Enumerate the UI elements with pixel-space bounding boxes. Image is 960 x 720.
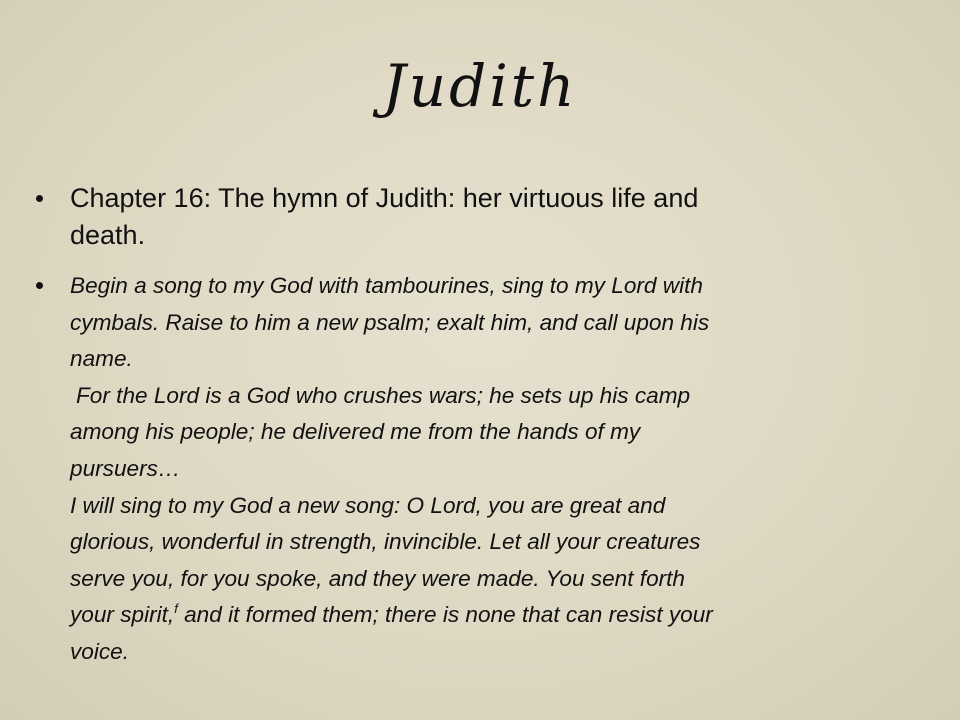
text-line: among his people; he delivered me from the hands of my <box>70 419 641 445</box>
text-line: serve you, for you spoke, and they were made. You sent forth <box>70 565 685 591</box>
slide-title: Judith <box>382 52 578 120</box>
text-line: pursuers… <box>70 455 181 481</box>
footnote-marker[interactable]: f <box>174 601 178 617</box>
text-line: voice. <box>70 638 130 664</box>
bullet-text <box>70 180 890 254</box>
text-line: death. <box>70 220 146 250</box>
text-line: name. <box>70 346 133 372</box>
text-line <box>70 597 912 634</box>
text-line: cymbals. Raise to him a new psalm; exalt him, and call upon his <box>70 309 710 335</box>
bullet-item-hymn <box>32 268 912 671</box>
text-line: glorious, wonderful in strength, invincible. Let all your creatures <box>70 529 701 555</box>
bullet-item-chapter <box>32 180 912 254</box>
text-segment: your spirit, <box>70 602 175 628</box>
text-line: Begin a song to my God with tambourines, sing to my Lord with <box>70 273 703 298</box>
text-line: I will sing to my God a new song: O Lord, you are great and <box>70 492 666 518</box>
text-segment: and it formed them; there is none that can resist your <box>177 602 713 628</box>
bullet-text <box>70 268 912 671</box>
text-line: Chapter 16: The hymn of Judith: her virtuous life and <box>70 183 699 213</box>
bullet-list <box>32 180 912 671</box>
text-line: For the Lord is a God who crushes wars; he sets up his camp <box>76 382 691 408</box>
